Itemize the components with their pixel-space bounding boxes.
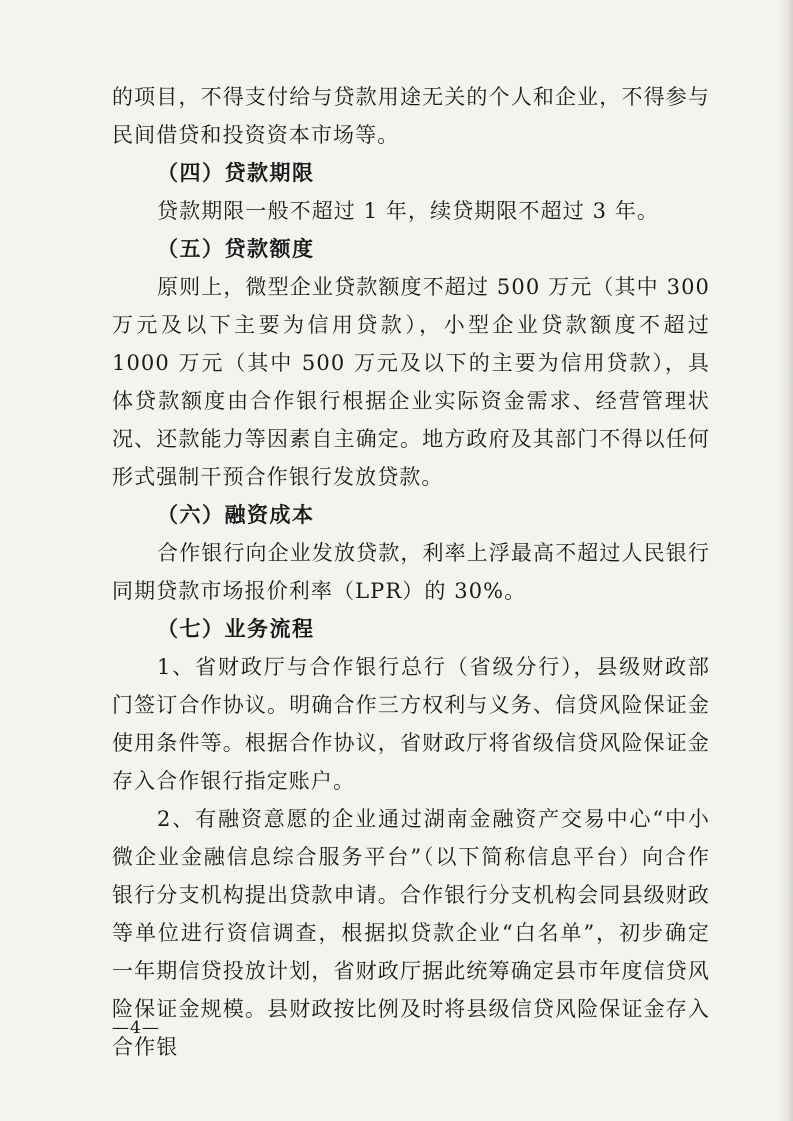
heading-loan-term: （四）贷款期限 [157,160,315,185]
paragraph-loan-amount: 原则上，微型企业贷款额度不超过 500 万元（其中 300 万元及以下主要为信用贷款），小型企业贷款额度不超过 1000 万元（其中 500 万元及以下的主要为信用贷款），具体贷款额度由合作银行根据企业实际资金需求、经营管理状况、还款能力等因素自主确定。地方政府及其部门不得以任何形式强制干预合作银行发放贷款。 [112,275,710,489]
page-number: —4— [112,1018,160,1038]
paragraph-financing-cost: 合作银行向企业发放贷款，利率上浮最高不超过人民银行同期贷款市场报价利率（LPR）的 30%。 [112,541,710,603]
paragraph-loan-term: 贷款期限一般不超过 1 年，续贷期限不超过 3 年。 [157,199,660,223]
heading-financing-cost: （六）融资成本 [157,502,315,527]
document-body [112,78,710,1066]
paragraph-process-step-2: 2、有融资意愿的企业通过湖南金融资产交易中心“中小微企业金融信息综合服务平台”（以下简称信息平台）向合作银行分支机构提出贷款申请。合作银行分支机构会同县级财政等单位进行资信调查，根据拟贷款企业“白名单”，初步确定一年期信贷投放计划，省财政厅据此统筹确定县市年度信贷风险保证金规模。县财政按比例及时将县级信贷风险保证金存入合作银 [112,807,710,1059]
paragraph-process-step-1: 1、省财政厅与合作银行总行（省级分行），县级财政部门签订合作协议。明确合作三方权利与义务、信贷风险保证金使用条件等。根据合作协议，省财政厅将省级信贷风险保证金存入合作银行指定账户。 [112,655,710,793]
paragraph-loan-usage: 的项目，不得支付给与贷款用途无关的个人和企业，不得参与民间借贷和投资资本市场等。 [112,85,710,147]
scan-shadow [779,0,793,1121]
heading-business-process: （七）业务流程 [157,616,315,641]
heading-loan-amount: （五）贷款额度 [157,236,315,261]
